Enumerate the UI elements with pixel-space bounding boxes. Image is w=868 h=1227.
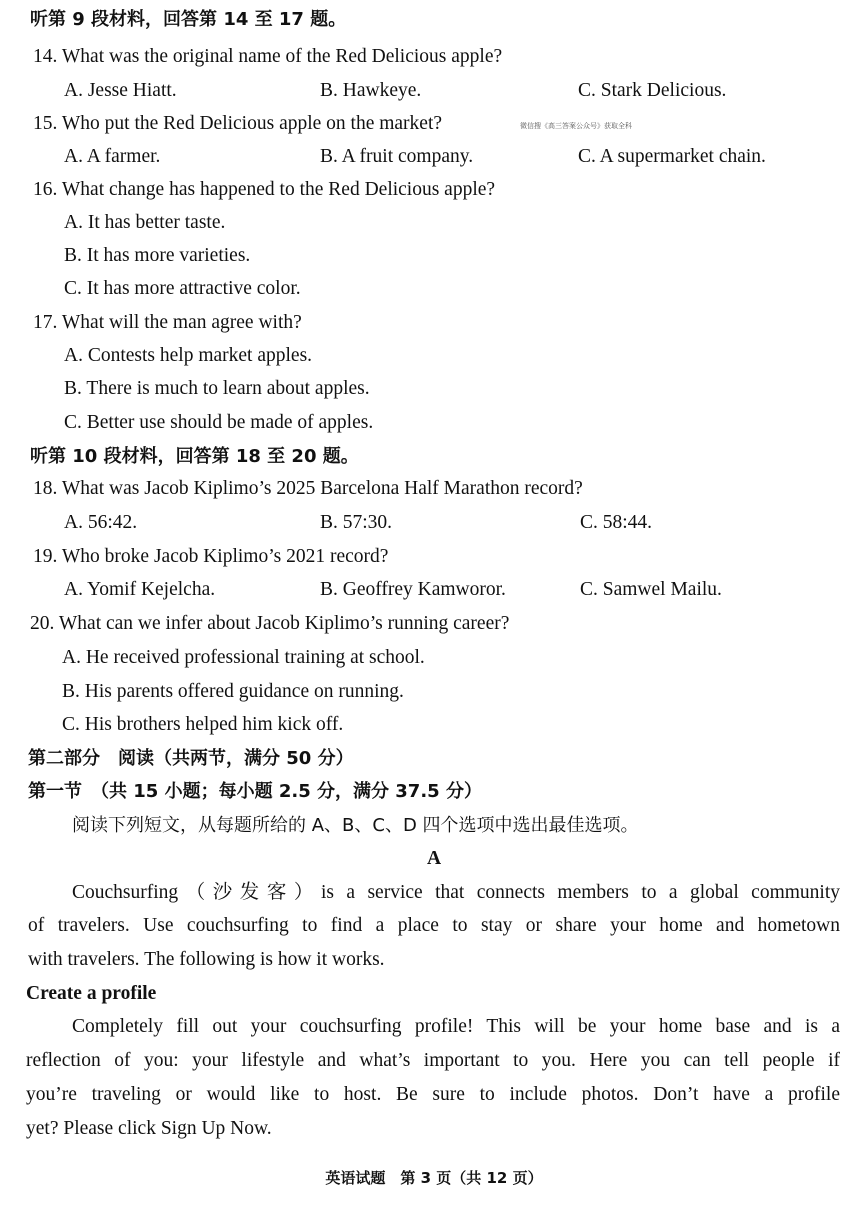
paragraph2-line2: reflection of you: your lifestyle and what’s important to you. Here you can tell people if <box>26 1050 840 1071</box>
q18-option-b: B. 57:30. <box>320 512 393 533</box>
q20-option-a: A. He received professional training at school. <box>62 647 425 668</box>
page-footer: 英语试题 第 3 页（共 12 页） <box>325 1169 543 1187</box>
q14-option-a: A. Jesse Hiatt. <box>64 80 177 101</box>
paragraph2-line4: yet? Please click Sign Up Now. <box>26 1118 272 1139</box>
watermark-text: 微信搜《高三答案公众号》获取全科 <box>520 122 632 130</box>
paragraph2-line1: Completely fill out your couchsurfing profile! This will be your home base and is a <box>72 1016 840 1037</box>
q17-option-b: B. There is much to learn about apples. <box>64 378 370 399</box>
part2-section1: 第一节 （共 15 小题；每小题 2.5 分，满分 37.5 分） <box>28 781 482 802</box>
question-15: 15. Who put the Red Delicious apple on the market? <box>33 113 443 134</box>
subheading-create-profile: Create a profile <box>26 983 157 1004</box>
instruction: 阅读下列短文，从每题所给的 A、B、C、D 四个选项中选出最佳选项。 <box>72 815 639 836</box>
paragraph2-line3: you’re traveling or would like to host. Be sure to include photos. Don’t have a profile <box>26 1084 840 1105</box>
q18-option-c: C. 58:44. <box>580 512 653 533</box>
q17-option-c: C. Better use should be made of apples. <box>64 412 374 433</box>
q20-option-b: B. His parents offered guidance on running. <box>62 681 404 702</box>
q18-option-a: A. 56:42. <box>64 512 138 533</box>
q16-option-a: A. It has better taste. <box>64 212 226 233</box>
q15-option-c: C. A supermarket chain. <box>578 146 766 167</box>
q17-option-a: A. Contests help market apples. <box>64 345 313 366</box>
question-20: 20. What can we infer about Jacob Kiplimo’s running career? <box>30 613 510 634</box>
question-14: 14. What was the original name of the Red Delicious apple? <box>33 46 503 67</box>
q16-option-b: B. It has more varieties. <box>64 245 251 266</box>
question-18: 18. What was Jacob Kiplimo’s 2025 Barcelona Half Marathon record? <box>33 478 583 499</box>
section1-header: 听第 9 段材料，回答第 14 至 17 题。 <box>30 9 347 30</box>
part2-title: 第二部分 阅读（共两节，满分 50 分） <box>28 748 354 769</box>
question-19: 19. Who broke Jacob Kiplimo’s 2021 record? <box>33 546 389 567</box>
paragraph1-line2: of travelers. Use couchsurfing to find a place to stay or share your home and hometown <box>28 915 840 936</box>
paragraph1-line1: Couchsurfing（沙发客）is a service that connects members to a global community <box>72 882 840 903</box>
question-16: 16. What change has happened to the Red Delicious apple? <box>33 179 496 200</box>
question-17: 17. What will the man agree with? <box>33 312 302 333</box>
q15-option-a: A. A farmer. <box>64 146 161 167</box>
passage-label: A <box>426 848 442 869</box>
q20-option-c: C. His brothers helped him kick off. <box>62 714 344 735</box>
q14-option-c: C. Stark Delicious. <box>578 80 727 101</box>
q14-option-b: B. Hawkeye. <box>320 80 422 101</box>
q16-option-c: C. It has more attractive color. <box>64 278 301 299</box>
section2-header: 听第 10 段材料，回答第 18 至 20 题。 <box>30 446 359 467</box>
q19-option-c: C. Samwel Mailu. <box>580 579 722 600</box>
q19-option-a: A. Yomif Kejelcha. <box>64 579 216 600</box>
q15-option-b: B. A fruit company. <box>320 146 474 167</box>
paragraph1-line3: with travelers. The following is how it works. <box>28 949 385 970</box>
q19-option-b: B. Geoffrey Kamworor. <box>320 579 506 600</box>
